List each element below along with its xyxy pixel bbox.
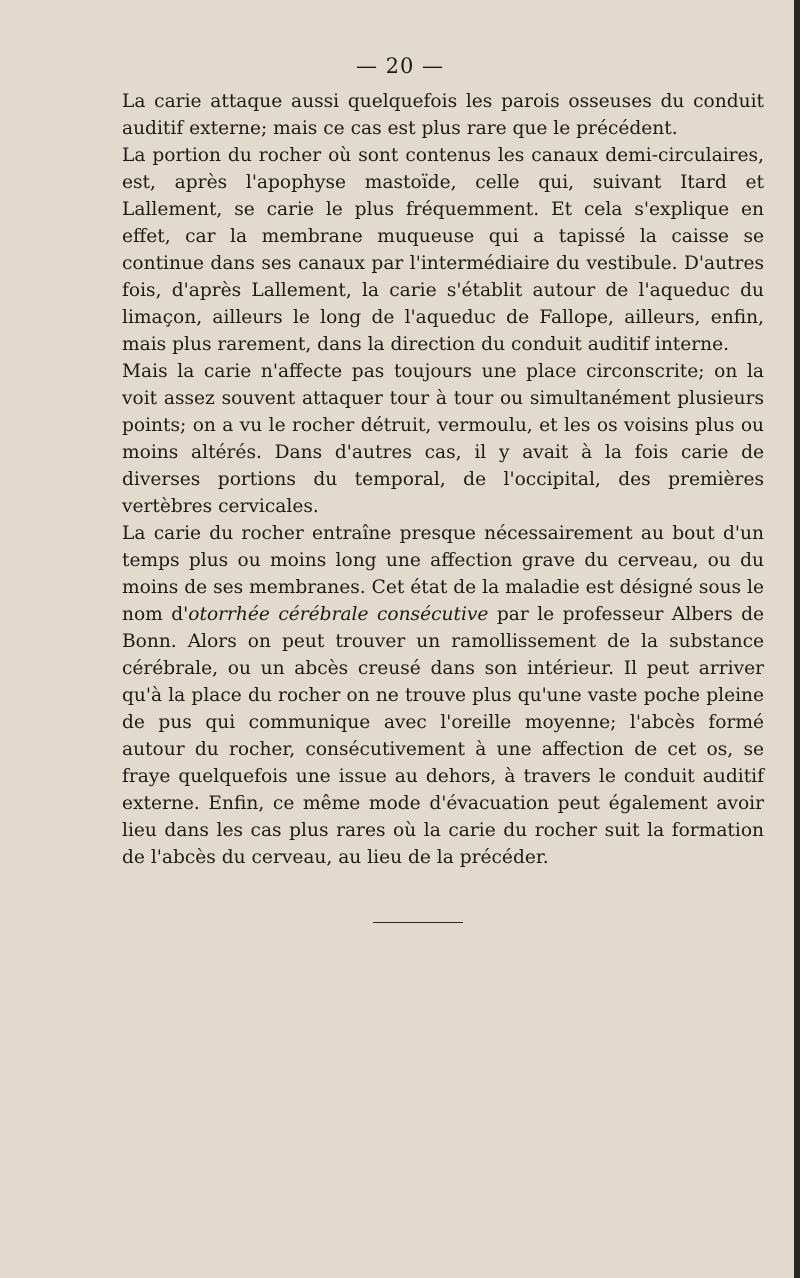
paragraph-2: La portion du rocher où sont contenus les canaux demi-circulaires, est, après l'apophyse mastoïde, celle qui, suivant Itard et Lallement, se carie le plus fréquemment. Et cela s'explique en effet, car la membrane muqueuse qui a tapissé la caisse se continue dans ses canaux par l'intermédiaire du vestibule. D'autres fois, d'après Lallement, la carie s'établit autour de l'aqueduc du limaçon, ailleurs le long de l'aqueduc de Fallope, ailleurs, enfin, mais plus rarement, dans la direction du conduit auditif interne. [122, 145, 764, 355]
page-number: — 20 — [355, 54, 445, 78]
page-edge-shadow [794, 0, 800, 1278]
body-text [122, 88, 764, 871]
paragraph-4-end: par le professeur Albers de Bonn. Alors on peut trouver un ramollissement de la substance cérébrale, ou un abcès creusé dans son intérieur. Il peut arriver qu'à la place du rocher on ne trouve plus qu'une vaste poche pleine de pus qui communique avec l'oreille moyenne; l'abcès formé autour du rocher, consécutivement à une affection de cet os, se fraye quelquefois une issue au dehors, à travers le conduit auditif externe. Enfin, ce même mode d'évacuation peut également avoir lieu dans les cas plus rares où la carie du rocher suit la formation de l'abcès du cerveau, au lieu de la précéder. [122, 604, 764, 868]
paragraph-3: Mais la carie n'affecte pas toujours une place circonscrite; on la voit assez souvent attaquer tour à tour ou simultanément plusieurs points; on a vu le rocher détruit, vermoulu, et les os voisins plus ou moins altérés. Dans d'autres cas, il y avait à la fois carie de diverses portions du temporal, de l'occipital, des premières vertèbres cervicales. [122, 361, 764, 517]
italic-term: otorrhée cérébrale consécutive [188, 604, 489, 625]
end-rule [373, 922, 463, 923]
paragraph-1: La carie attaque aussi quelquefois les parois osseuses du conduit auditif externe; mais ce cas est plus rare que le précédent. [122, 91, 764, 139]
paragraph-4 [122, 520, 764, 871]
paragraph-4-start: La carie du rocher entraîne presque nécessairement au bout d'un temps plus ou moins long une affection grave du cerveau, ou du moins de ses membranes. Cet état de la maladie est désigné sous le nom d' [122, 523, 764, 625]
